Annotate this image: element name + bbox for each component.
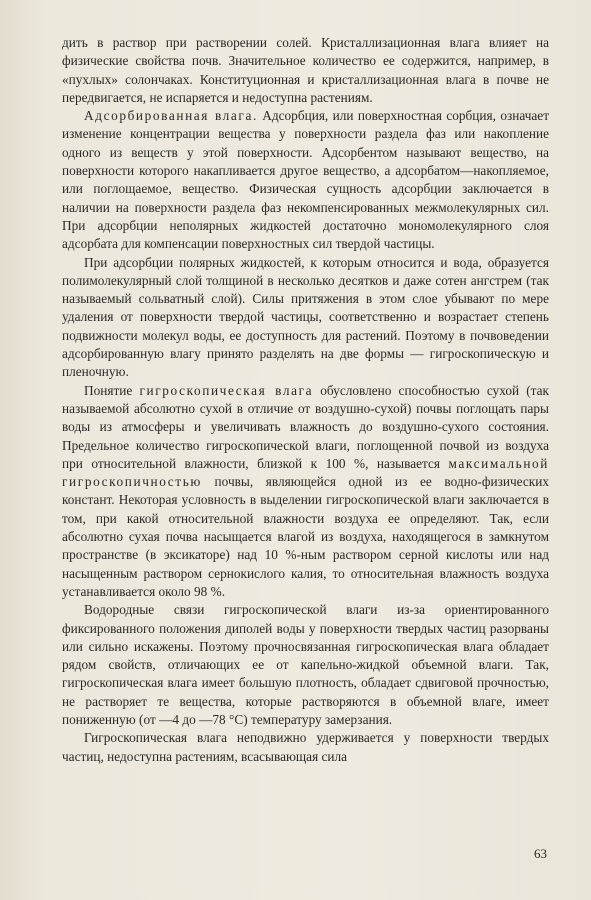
- page-number: 63: [534, 846, 547, 861]
- paragraph-2: При адсорбции полярных жидкостей, к которым относится и вода, образуется полимолекулярный слой толщиной в несколько десятков и даже сотен ангстрем (так называемый сольватный слой). Силы притяжения в этом слое убывают по мере удаления от поверхности твердой частицы, соответственно и возрастает степень подвижности молекул воды, ее доступность для растений. Поэтому в почвоведении адсорбированную влагу принято разделять на две формы — гигроскопическую и пленочную.: [62, 254, 549, 380]
- paragraph-3-tail: почвы, являющейся одной из ее водно-физических констант. Некоторая условность в выделении гигроскопической влаги заключается в том, при какой относительной влажности воздуха ее определяют. Так, если абсолютно сухая почва насыщается влагой из воздуха, находящегося в замкнутом пространстве (в эксикаторе) над 10 %-ным раствором серной кислоты или над насыщенным раствором сернокислого калия, то относительная влажность воздуха устанавливается около 98 %.: [62, 474, 549, 599]
- paragraph-1-body: Адсорбция, или поверхностная сорбция, означает изменение концентрации вещества у поверхности раздела фаз или накопление одного из веществ у этой поверхности. Адсорбентом называют вещество, на поверхности которого накапливается другое вещество, а адсорбатом—накопляемое, или поглощаемое, вещество. Физическая сущность адсорбции заключается в наличии на поверхности раздела фаз некомпенсированных межмолекулярных сил. При адсорбции неполярных жидкостей достаточно мономолекулярного слоя адсорбата для компенсации поверхностных сил твердой частицы.: [62, 108, 550, 252]
- paragraph-5: Гигроскопическая влага неподвижно удерживается у поверхности твердых частиц, недоступна растениям, всасывающая сила: [62, 730, 549, 764]
- paragraph-3: [62, 382, 549, 602]
- paragraph-0: дить в раствор при растворении солей. Кристаллизационная влага влияет на физические свойства почв. Значительное количество ее содержится, например, в «пухлых» солончаках. Конституционная и кристаллизационная влага в почве не передвигается, не испаряется и недоступна растениям.: [62, 35, 549, 105]
- paragraph-3-lead: Понятие: [84, 382, 140, 398]
- term-adsorbed-moisture: Адсорбированная влага.: [84, 108, 258, 124]
- term-hygroscopic-moisture: гигроскопическая влага: [139, 382, 314, 398]
- paragraph-3-body: обусловлено способностью сухой (так называемой абсолютно сухой в отличие от воздушно-сухой) почвы поглощать пары воды из атмосферы и увеличивать влажность до воздушно-сухого состояния. Предельное количество гигроскопической влаги, поглощенной почвой из воздуха при относительной влажности, близкой к 100 %, называется: [62, 382, 550, 471]
- term-max-hygroscopicity: максимальной гигроскопичностью: [62, 455, 549, 490]
- paragraph-1: [62, 107, 549, 253]
- paragraph-4: Водородные связи гигроскопической влаги из-за ориентированного фиксированного положения диполей воды у поверхности твердых частиц разорваны или сильно искажены. Поэтому прочносвязанная гигроскопическая влага обладает рядом свойств, отличающих ее от капельно-жидкой объемной влаги. Так, гигроскопическая влага имеет большую плотность, обладает сдвиговой прочностью, не растворяет те вещества, которые растворяются в объемной влаге, имеет пониженную (от —4 до —78 °C) температуру замерзания.: [62, 602, 549, 727]
- page-text: [62, 34, 549, 766]
